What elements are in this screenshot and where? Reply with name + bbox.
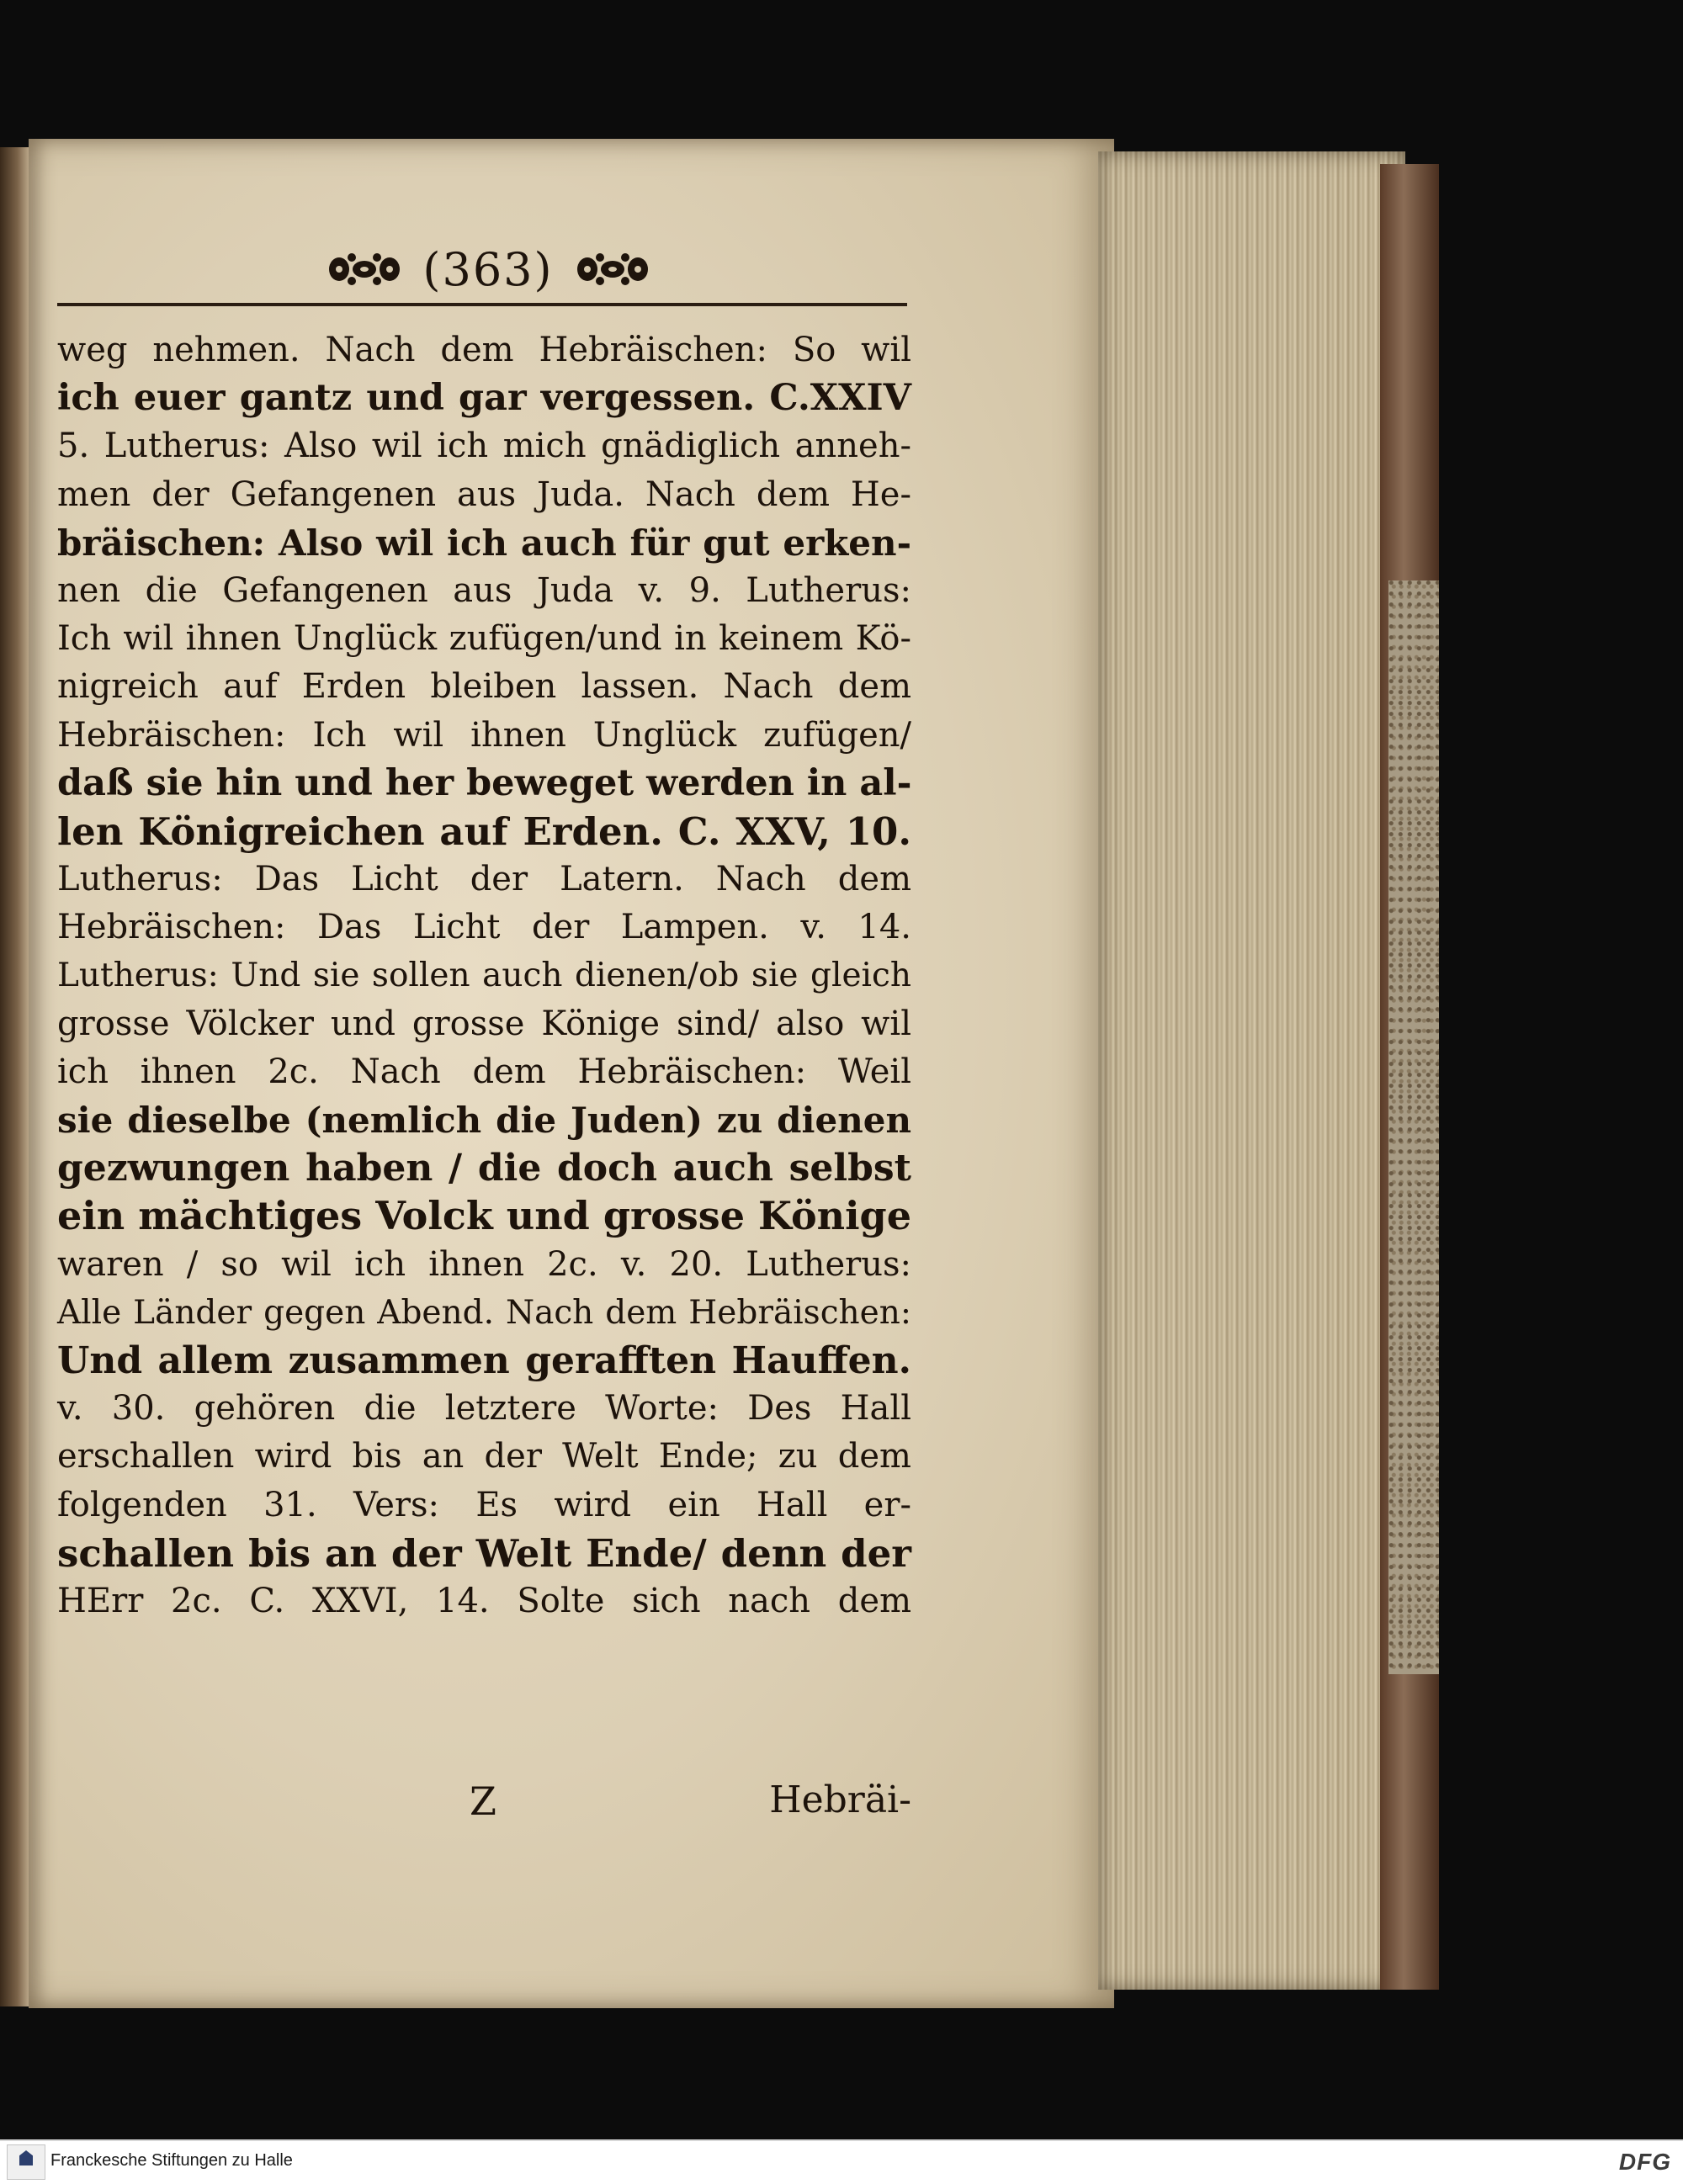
text-line: ein mächtiges Volck und grosse Könige (57, 1193, 911, 1239)
text-line: Lutherus: Das Licht der Latern. Nach dem (57, 860, 911, 899)
signature-mark: Z (470, 1778, 496, 1824)
text-line: sie dieselbe (nemlich die Juden) zu dienen (57, 1100, 911, 1141)
text-line: bräischen: Also wil ich auch für gut erken- (57, 522, 911, 564)
text-line: weg nehmen. Nach dem Hebräischen: So wil (57, 331, 911, 369)
text-line: folgenden 31. Vers: Es wird ein Hall er- (57, 1485, 911, 1524)
text-line: ich euer gantz und gar vergessen. C.XXIV (57, 377, 911, 420)
text-line: 5. Lutherus: Also wil ich mich gnädiglich anneh- (57, 427, 911, 466)
institution-logo-icon (7, 2144, 45, 2180)
previous-page-edge (0, 147, 29, 2006)
text-line: men der Gefangenen aus Juda. Nach dem He- (57, 474, 911, 514)
text-line: v. 30. gehören die letztere Worte: Des Hall (57, 1389, 911, 1429)
text-line: daß sie hin und her beweget werden in al- (57, 761, 912, 804)
text-line: Ich wil ihnen Unglück zufügen/und in keinem Kö- (57, 619, 911, 659)
text-line: Hebräischen: Ich wil ihnen Unglück zufügen/ (57, 715, 911, 755)
page-header (286, 240, 690, 299)
text-line: Hebräischen: Das Licht der Lampen. v. 14. (57, 908, 911, 947)
cover-marbling (1388, 580, 1439, 1674)
text-line: len Königreichen auf Erden. C. XXV, 10. (57, 808, 911, 854)
page-foot (57, 1778, 911, 1829)
page-stack-edges (1098, 151, 1405, 1990)
text-line: nigreich auf Erden bleiben lassen. Nach dem (57, 667, 911, 707)
dfg-logo: DFG (1618, 2149, 1671, 2175)
text-line: Und allem zusammen gerafften Hauffen. (57, 1338, 911, 1382)
body-text (57, 326, 911, 1625)
viewer-footer (0, 2139, 1683, 2184)
institution-name: Franckesche Stiftungen zu Halle (50, 2151, 293, 2170)
text-line: schallen bis an der Welt Ende/ denn der (57, 1530, 911, 1576)
catchword: Hebräi- (769, 1778, 911, 1821)
header-rule (57, 303, 907, 306)
text-line: grosse Völcker und grosse Könige sind/ also wil (57, 1004, 911, 1043)
text-line: waren / so wil ich ihnen 2c. v. 20. Lutherus: (57, 1244, 911, 1284)
ornament-right-icon (572, 249, 652, 289)
text-line: erschallen wird bis an der Welt Ende; zu dem (57, 1437, 911, 1476)
page-number: (363) (422, 242, 554, 296)
text-line: HErr 2c. C. XXVI, 14. Solte sich nach dem (57, 1581, 911, 1620)
ornament-left-icon (324, 249, 404, 289)
text-line: ich ihnen 2c. Nach dem Hebräischen: Weil (57, 1052, 911, 1091)
text-line: gezwungen haben / die doch auch selbst (57, 1147, 911, 1190)
text-line: Alle Länder gegen Abend. Nach dem Hebräischen: (57, 1293, 911, 1332)
text-line: nen die Gefangenen aus Juda v. 9. Lutherus: (57, 570, 911, 610)
text-line: Lutherus: Und sie sollen auch dienen/ob sie gleich (57, 957, 911, 995)
